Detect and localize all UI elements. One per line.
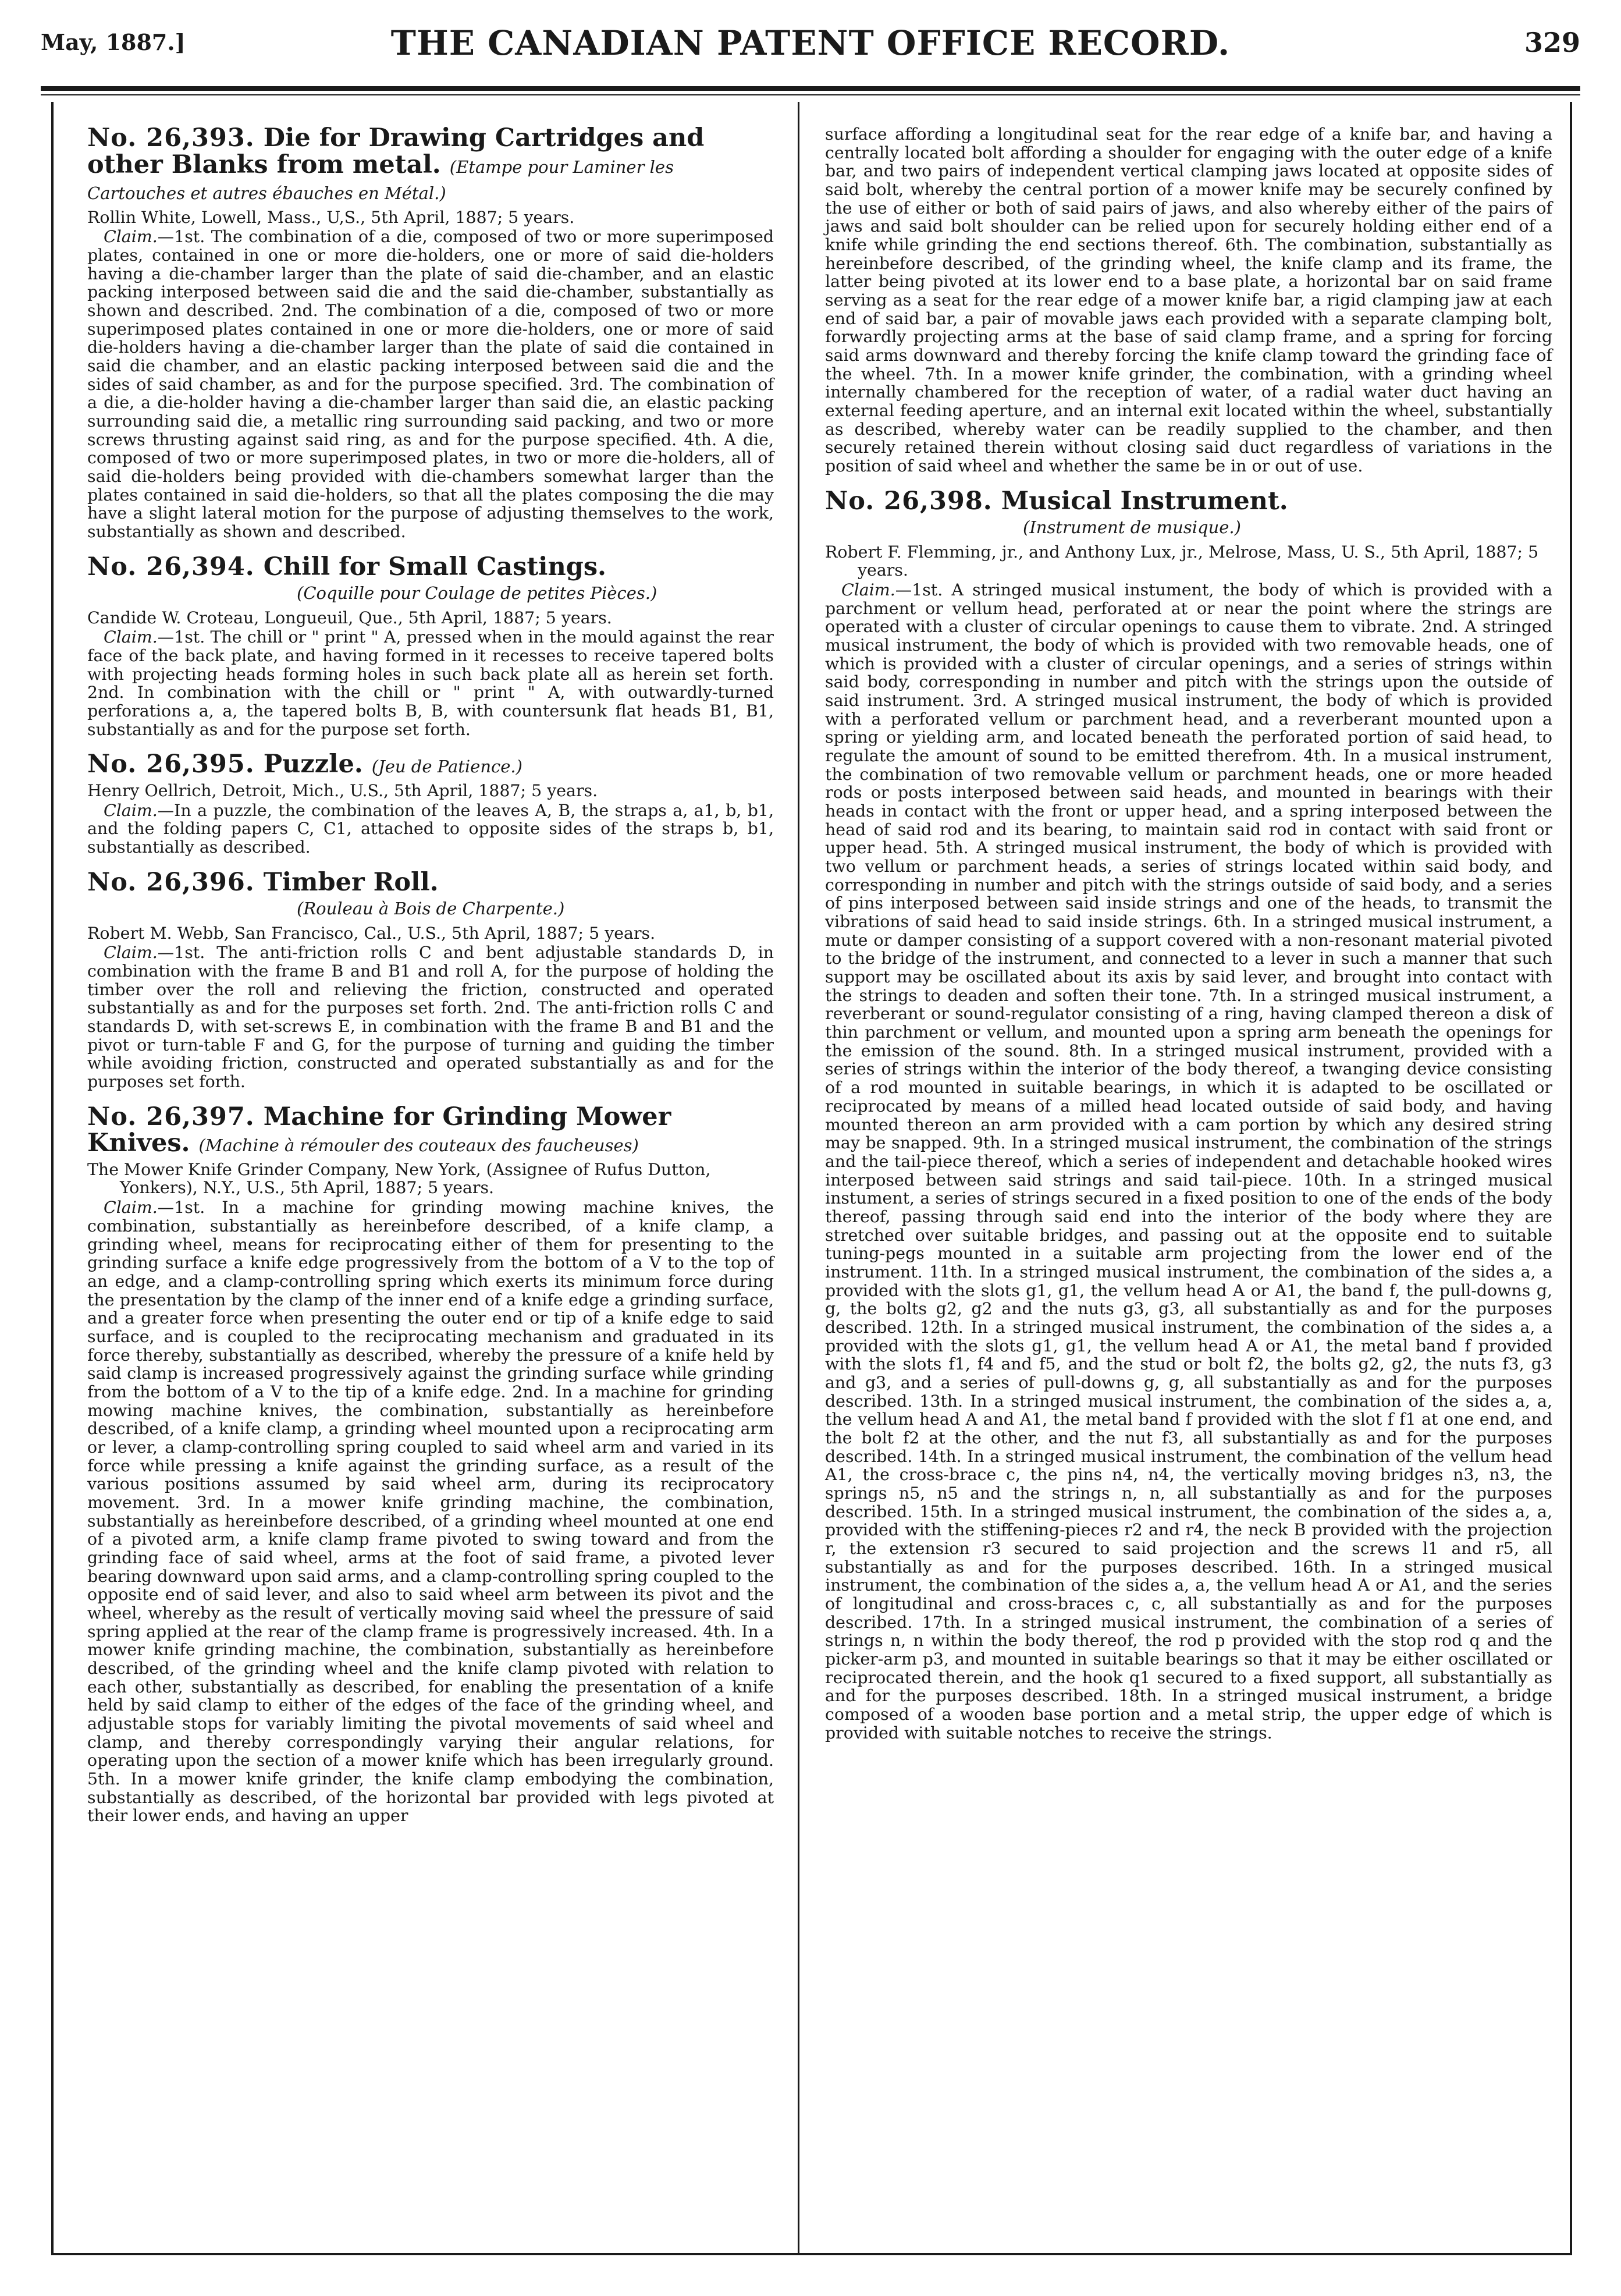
patent-number: No. 26,398.	[825, 486, 993, 516]
patent-claim	[87, 228, 774, 541]
page-number: 329	[1524, 27, 1580, 58]
patent-french-title: (Machine à rémouler des couteaux des faucheuses)	[198, 1135, 639, 1156]
header-rule-thin	[41, 94, 1580, 95]
header-rule-thick	[41, 86, 1580, 91]
patent-claim	[87, 943, 774, 1091]
patent-french-title: (Jeu de Patience.)	[371, 757, 522, 777]
patent-french-title: (Instrument de musique.)	[1023, 517, 1241, 538]
left-column	[87, 125, 774, 1838]
frame-bottom-border	[51, 2253, 1572, 2255]
patent-entry-26394	[87, 554, 774, 739]
patent-heading	[87, 554, 774, 581]
patent-claim	[825, 581, 1552, 1742]
claim-text: —1st. The combination of a die, composed of two or more superimposed plates, contained in one or more die-holders, one or more of said die-holders having a die-chamber larger than the plate of said die-chamber, and an elastic packing interposed between said die and the said die-chamber, substantially as shown and described. 2nd. The combination of a die, composed of two or more superimposed plates contained in one or more die-holders, one or more of said die-holders having a die-chamber larger than the plate of said die contained in said die chamber, and an elastic packing interposed between said die and the sides of said chamber, as and for the purpose specified. 3rd. The combination of a die, a die-holder having a die-chamber larger than said die, an elastic packing surrounding said die, a metallic ring surrounding said packing, and two or more screws thrusting against said ring, as and for the purpose specified. 4th. A die, composed of two or more superimposed plates, in two or more die-holders, all of said die-holders being provided with die-chambers somewhat larger than the plates contained in said die-holders, so that all the plates composing the die may have a slight lateral motion for the purpose of adjusting themselves to the work, substantially as shown and described.	[87, 227, 774, 542]
claim-text: —1st. The anti-friction rolls C and bent adjustable standards D, in combination with the frame B and B1 and roll A, for the purpose of holding the timber over the roll and relieving the friction, constructed and operated substantially as and for the purposes set forth. 2nd. The anti-friction rolls C and standards D, with set-screws E, in combination with the frame B and B1 and the pivot or turn-table F and G, for the purpose of turning and guiding the timber while avoiding friction, constructed and operated substantially as and for the purposes set forth.	[87, 943, 774, 1091]
patent-heading	[87, 125, 774, 205]
patent-entry-26398	[825, 488, 1552, 1743]
claim-text: —1st. A stringed musical instument, the body of which is provided with a parchment or vellum head, perforated at or near the point where the strings are operated with a cluster of circular openings to cause them to vibrate. 2nd. A stringed musical instrument, the body of which is provided with two removable heads, one of which is provided with a cluster of circular openings, and a series of strings within said body, corresponding in number and pitch with the strings upon the outside of said instrument. 3rd. A stringed musical instrument, the body of which is provided with a perforated vellum or parchment head, and a reverberant mounted upon a spring or yielding arm, and located beneath the perforated portion of said head, to regulate the amount of sound to be emitted therefrom. 4th. In a musical instrument, the combination of two removable vellum or parchment heads, one or more headed rods or posts interposed between said heads, and mounted in bearings with their heads in contact with the front or upper head, and a spring interposed between the head of said rod and its bearing, to maintain said rod in contact with said front or upper head. 5th. A stringed musical instrument, the body of which is provided with two vellum or parchment heads, a series of strings located within said body, and corresponding in number and pitch with the strings outside of said body, and a series of pins interposed between said inside strings and one of the heads, to transmit the vibrations of said head to said inside strings. 6th. In a stringed musical instrument, a mute or damper consisting of a support covered with a non-resonant material pivoted to the bridge of the instrument, and connected to a lever in such a manner that such support may be oscillated about its axis by said lever, and brought into contact with the strings to deaden and soften their tone. 7th. In a stringed musical instrument, a reverberant or sound-regulator consisting of a ring, having clamped thereon a disk of thin parchment or vellum, and mounted upon a spring arm beneath the openings for the emission of the sound. 8th. In a stringed musical instrument, provided with a series of strings within the interior of the body thereof, a twanging device consisting of a rod mounted in suitable bearings, in which it is adapted to be oscillated or reciprocated by means of a milled head located outside of said body, and having mounted thereon an arm provided with a cam portion by which any desired string may be snapped. 9th. In a stringed musical instrument, the combination of the strings and the tail-piece thereof, which a series of independent and detachable hooked wires interposed between said strings and said tail-piece. 10th. In a stringed musical instument, a series of strings secured in a fixed position to one of the ends of the body thereof, passing through said end into the interior of the body where they are stretched over suitable bridges, and passing out at the opposite end to suitable tuning-pegs mounted in a suitable arm projecting from the lower end of the instrument. 11th. In a stringed musical instrument, the combination of the sides a, a provided with the slots g1, g1, the vellum head A or A1, the band f, the pull-downs g, g, the bolts g2, g2 and the nuts g3, g3, all substantially as and for the purposes described. 12th. In a stringed musical instrument, the combination of the sides a, a provided with the slots g1, g1, the vellum head A or A1, the metal band f provided with the slots f1, f4 and f5, and the stud or bolt f2, the bolts g2, g2, the nuts f3, g3 and g3, and a series of pull-downs g, g, all substantially as and for the purposes described. 13th. In a stringed musical instrument, the combination of the sides a, a, the vellum head A and A1, the metal band f provided with the slot f f1 at one end, and the bolt f2 at the other, and the nut f3, all substantially as and for the purposes described. 14th. In a stringed musical instrument, the combination of the vellum head A1, the cross-brace c, the pins n4, n4, the vertically moving bridges n3, n3, the springs n5, n5 and the strings n, n, all substantially as and for the purposes described. 15th. In a stringed musical instrument, the combination of the sides a, a, provided with the stiffening-pieces r2 and r4, the neck B provided with the projection r, the extension r3 secured to said projection and the screws l1 and r5, all substantially as and for the purposes described. 16th. In a stringed musical instrument, the combination of the sides a, a, the vellum head A or A1, and the series of longitudinal and cross-braces c, c, all substantially as and for the purposes described. 17th. In a stringed musical instrument, the combination of a series of strings n, n within the body thereof, the rod p provided with the stop rod q and the picker-arm p3, and mounted in suitable bearings so that it may be either oscillated or reciprocated therein, and the hook q1 secured to a fixed support, all substantially as and for the purposes described. 18th. In a stringed musical instrument, a bridge composed of a wooden base portion and a metal strip, the upper edge of which is provided with suitable notches to receive the strings.	[825, 580, 1552, 1743]
claim-label: Claim.	[104, 1198, 158, 1218]
patent-title: Chill for Small Castings.	[263, 552, 607, 581]
claim-text: —1st. In a machine for grinding mowing machine knives, the combination, substantially as hereinbefore described, of a knife clamp, a grinding wheel, means for reciprocating either of them for presenting to the grinding surface a knife edge progressively from the bottom of a V to the top of an edge, and a clamp-controlling spring which exerts its minimum force during the presentation by the clamp of the inner end of a knife edge a grinding surface, and a greater force when presenting the outer end or tip of a knife edge to said surface, and is coupled to the reciprocating mechanism and graduated in its force thereby, substantially as described, whereby the pressure of a knife held by said clamp is increased progressively against the grinding surface while grinding from the bottom of a V to the tip of a knife edge. 2nd. In a machine for grinding mowing machine knives, the combination, substantially as hereinbefore described, of a knife clamp, a grinding wheel mounted upon a reciprocating arm or lever, a clamp-controlling spring coupled to said wheel arm and varied in its force while pressing a knife against the grinding surface, as a result of the various positions assumed by said wheel arm, during its reciprocatory movement. 3rd. In a mower knife grinding machine, the combination, substantially as hereinbefore described, of a grinding wheel mounted at one end of a pivoted arm, a knife clamp frame pivoted to swing toward and from the grinding face of said wheel, arms at the foot of said frame, a pivoted lever bearing downward upon said arms, and a clamp-controlling spring coupled to the opposite end of said lever, and also to said wheel arm between its pivot and the wheel, whereby as the result of vertically moving said wheel the pressure of said spring applied at the rear of the clamp frame is progressively increased. 4th. In a mower knife grinding machine, the combination, substantially as hereinbefore described, of the grinding wheel and the knife clamp pivoted with relation to each other, substantially as described, for enabling the presentation of a knife held by said clamp to either of the edges of the face of the grinding wheel, and adjustable stops for variably limiting the pivotal movements of said wheel and clamp, and thereby correspondingly varying their angular relations, for operating upon the section of a mower knife which has been irregularly ground. 5th. In a mower knife grinder, the knife clamp embodying the combination, substantially as described, of the horizontal bar provided with legs pivoted at their lower ends, and having an upper	[87, 1198, 774, 1826]
patent-number: No. 26,393.	[87, 123, 255, 152]
claim-text: —In a puzzle, the combination of the leaves A, B, the straps a, a1, b, b1, and the folding papers C, C1, attached to opposite sides of the straps b, b1, substantially as described.	[87, 800, 774, 857]
patent-claim	[87, 801, 774, 857]
patent-title: Timber Roll.	[263, 867, 439, 897]
patent-heading	[825, 488, 1552, 515]
patent-french-title: (Rouleau à Bois de Charpente.)	[297, 899, 565, 919]
page-header	[41, 23, 1580, 63]
column-divider	[798, 102, 799, 2255]
claim-label: Claim.	[104, 627, 158, 647]
patent-number: No. 26,396.	[87, 867, 255, 897]
claim-continuation: surface affording a longitudinal seat for the rear edge of a knife bar, and having a centrally located bolt affording a shoulder for engaging with the outer edge of a knife bar, and two pairs of independent vertical clamping jaws located at opposite sides of said bolt, whereby the central portion of a mower knife may be securely confined by the use of either or both of said pairs of jaws, and also whereby either of the pairs of jaws and said bolt shoulder can be relied upon for securely holding either end of a knife while grinding the end sections thereof. 6th. The combination, substantially as hereinbefore described, of the grinding wheel, the knife clamp and its frame, the latter being pivoted at its lower end to a base plate, a horizontal bar on said frame serving as a seat for the rear edge of a mower knife bar, a rigid clamping jaw at each end of said bar, a pair of movable jaws each provided with a separate clamping bolt, forwardly projecting arms at the base of said clamp frame, and a spring for forcing said arms downward and thereby forcing the knife clamp toward the grinding face of the wheel. 7th. In a mower knife grinder, the combination, with a grinding wheel internally chambered for the reception of water, of a radial water duct having an external feeding aperture, and an internal exit located within the wheel, substantially as described, whereby water can be readily supplied to the chamber, and then securely retained therein without closing said duct regardless of variations in the position of said wheel and whether the same be in or out of use.	[825, 125, 1552, 476]
patent-entry-26397	[87, 1104, 774, 1825]
patent-number: No. 26,397.	[87, 1102, 255, 1131]
claim-label: Claim.	[841, 580, 895, 600]
patent-applicant: Rollin White, Lowell, Mass., U,S., 5th April, 1887; 5 years.	[87, 207, 575, 227]
patent-title: Musical Instrument.	[1001, 486, 1288, 516]
patent-applicant: Robert F. Flemming, jr., and Anthony Lux, jr., Melrose, Mass, U. S., 5th April, 1887; 5 years.	[825, 542, 1539, 580]
patent-heading	[87, 1104, 774, 1157]
claim-text: —1st. The chill or " print " A, pressed when in the mould against the rear face of the back plate, and having formed in it recesses to receive tapered bolts with projecting heads forming holes in such back plate all as herein set forth. 2nd. In combination with the chill or " print " A, with outwardly-turned perforations a, a, the tapered bolts B, B, with countersunk flat heads B1, B1, substantially as and for the purpose set forth.	[87, 627, 774, 739]
claim-label: Claim.	[104, 227, 158, 247]
frame-right-border	[1570, 102, 1572, 2255]
patent-title: Machine for Grinding Mower Knives.	[87, 1102, 671, 1158]
patent-applicant: Robert M. Webb, San Francisco, Cal., U.S., 5th April, 1887; 5 years.	[87, 923, 656, 943]
claim-label: Claim.	[104, 943, 158, 963]
patent-number: No. 26,395.	[87, 750, 255, 779]
patent-number: No. 26,394.	[87, 552, 255, 581]
frame-left-border	[51, 102, 54, 2255]
patent-french-title: (Etampe pour Laminer les Cartouches et autres ébauches en Métal.)	[87, 157, 674, 204]
patent-entry-26393	[87, 125, 774, 541]
issue-date: May, 1887.]	[41, 29, 186, 55]
patent-entry-26395	[87, 751, 774, 856]
patent-french-title: (Coquille pour Coulage de petites Pièces.)	[297, 583, 657, 604]
publication-title: THE CANADIAN PATENT OFFICE RECORD.	[390, 23, 1231, 63]
patent-claim	[87, 628, 774, 739]
patent-applicant: Henry Oellrich, Detroit, Mich., U.S., 5th April, 1887; 5 years.	[87, 781, 598, 801]
patent-applicant: Candide W. Croteau, Longueuil, Que., 5th April, 1887; 5 years.	[87, 608, 612, 627]
claim-label: Claim.	[104, 800, 158, 820]
patent-heading	[87, 867, 774, 897]
page-frame	[51, 102, 1572, 2255]
patent-heading	[87, 751, 774, 778]
patent-title: Die for Drawing Cartridges and other Blanks from metal.	[87, 123, 705, 179]
patent-applicant: The Mower Knife Grinder Company, New York, (Assignee of Rufus Dutton, Yonkers), N.Y., U.S., 5th April, 1887; 5 years.	[87, 1159, 711, 1198]
patent-entry-26397-continued	[825, 125, 1552, 475]
patent-entry-26396	[87, 867, 774, 1091]
right-column	[825, 125, 1552, 1755]
patent-claim	[87, 1198, 774, 1825]
patent-title: Puzzle.	[263, 750, 363, 779]
